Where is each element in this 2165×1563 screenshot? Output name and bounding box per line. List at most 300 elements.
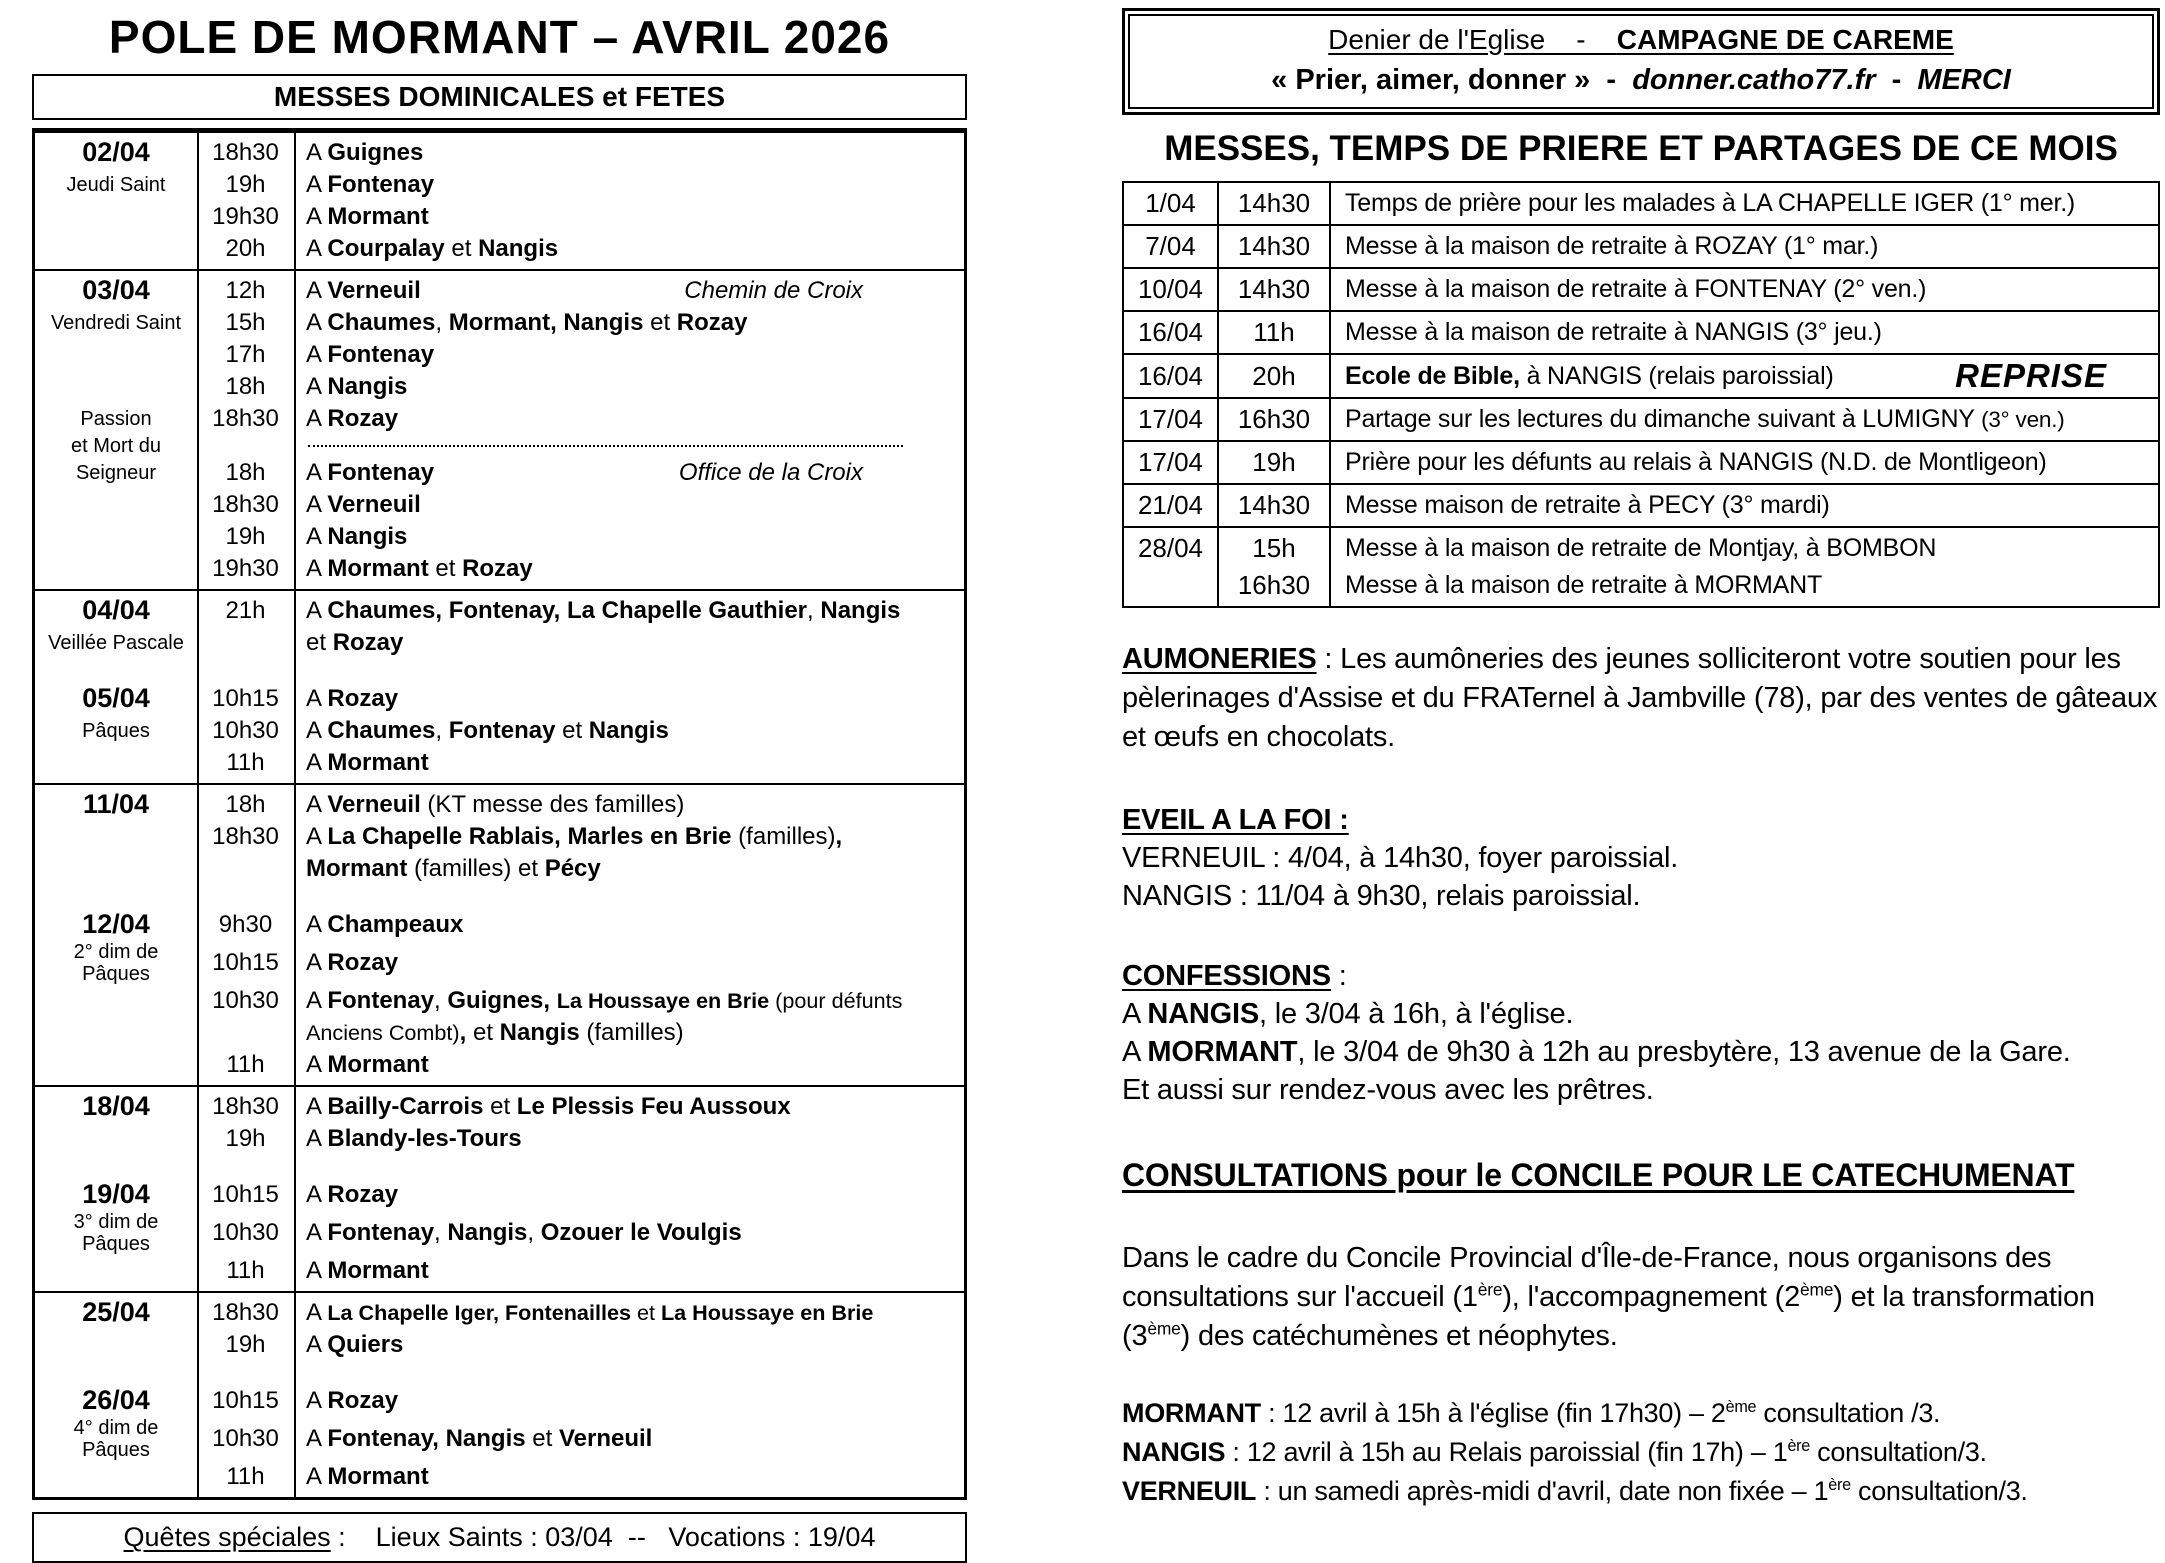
banner-line-2 — [1136, 64, 2146, 97]
location-cell — [294, 459, 964, 487]
time-cell: 18h30 — [212, 139, 279, 166]
location-cell — [294, 203, 964, 231]
text-segment: et — [630, 1300, 661, 1325]
description-cell — [1331, 485, 2158, 526]
text-segment: Chaumes, Fontenay, La Chapelle Gauthier — [327, 597, 808, 624]
column-divider — [197, 131, 199, 1497]
time-cell: 10h15 — [212, 685, 279, 712]
location-cell — [294, 445, 964, 447]
time-cell: 19h — [225, 1331, 266, 1358]
text-segment: A — [306, 235, 328, 262]
text-segment: A — [306, 749, 328, 776]
schedule-row — [35, 307, 964, 339]
time-line: 15h — [1252, 533, 1296, 563]
text-segment: Temps de prière pour les malades à LA CHAPELLE IGER (1° mer.) — [1345, 189, 2076, 217]
text-segment: Messe à la maison de retraite de Montjay, à BOMBON — [1345, 534, 1937, 562]
location-cell — [294, 1257, 964, 1285]
time-cell: 10h15 — [212, 1387, 279, 1414]
text-segment: Verneuil — [327, 277, 421, 304]
text-segment: Messe à la maison de retraite à NANGIS (3° jeu.) — [1345, 318, 1882, 346]
date-group — [35, 783, 964, 1085]
schedule-row — [35, 1211, 964, 1255]
text-segment: A — [306, 791, 328, 818]
description-cell — [1331, 312, 2158, 353]
paragraph — [1122, 640, 2165, 757]
date-cell: 02/04 — [82, 137, 150, 168]
text-segment: La Chapelle Rablais, Marles en Brie — [327, 823, 732, 850]
event-row — [1124, 526, 2158, 606]
time-cell: 11h — [226, 1463, 265, 1490]
text-segment: et — [444, 235, 479, 262]
schedule-row — [35, 715, 964, 747]
date-group — [35, 1085, 964, 1291]
date-cell: 1/04 — [1124, 183, 1219, 224]
text-segment: (3° ven.) — [1981, 406, 2065, 432]
text-segment: et — [483, 1093, 517, 1120]
text-segment: (familles) et — [407, 855, 545, 882]
text-segment: ) des catéchumènes et néophytes. — [1180, 1320, 1618, 1352]
text-line — [1122, 957, 2158, 995]
text-segment: ème — [1725, 1398, 1757, 1416]
text-segment: Nangis — [447, 1219, 528, 1246]
time-cell: 10h30 — [212, 1219, 279, 1246]
text-segment: ère — [1828, 1476, 1851, 1494]
text-segment: Rozay — [327, 949, 399, 976]
text-line — [1122, 877, 2158, 915]
text-segment: A — [306, 911, 328, 938]
time-cell — [1219, 355, 1331, 397]
time-cell — [1219, 226, 1331, 267]
date-cell: 10/04 — [1124, 269, 1219, 310]
event-row — [1124, 224, 2158, 267]
schedule-row — [35, 233, 964, 265]
text-segment: - — [1875, 64, 1918, 96]
text-segment: MORMANT — [1147, 1036, 1298, 1068]
time-cell — [1219, 183, 1331, 224]
time-cell — [1219, 528, 1331, 606]
date-cell: 3° dim de Pâques — [73, 1211, 159, 1255]
text-segment: Verneuil — [327, 791, 421, 818]
text-segment: Chaumes — [327, 717, 436, 744]
location-cell — [294, 749, 964, 777]
time-cell: 19h30 — [212, 203, 279, 230]
date-cell: 16/04 — [1124, 355, 1219, 397]
service-note: Chemin de Croix — [684, 277, 863, 304]
description-line — [1345, 185, 2152, 222]
text-segment: (pour défunts — [769, 988, 903, 1013]
time-cell: 10h15 — [212, 1181, 279, 1208]
text-segment: La Houssaye en Brie — [660, 1300, 874, 1325]
date-cell: 05/04 — [82, 683, 150, 714]
campaign-banner — [1122, 8, 2160, 115]
text-line — [1122, 1071, 2158, 1109]
text-segment: ère — [1787, 1437, 1810, 1455]
time-cell — [1219, 442, 1331, 483]
time-cell: 19h — [225, 523, 266, 550]
schedule-row — [35, 489, 964, 521]
text-segment: Fontenay — [448, 717, 556, 744]
text-segment: A — [306, 1463, 328, 1490]
text-segment: A — [306, 1299, 328, 1326]
location-cell — [294, 1425, 964, 1453]
text-segment: Guignes — [327, 139, 424, 166]
text-segment: A — [306, 1093, 328, 1120]
text-segment: Dans le cadre du Concile Provincial d'Île-de-France, nous organisons des consultations sur l'accueil (1 — [1122, 1242, 2060, 1313]
text-segment: ème — [1147, 1318, 1181, 1339]
consultations-dates — [1122, 1394, 2158, 1511]
description-cell — [1331, 355, 2158, 397]
text-segment: Nangis — [499, 1019, 580, 1046]
text-segment: A — [306, 523, 328, 550]
text-segment: consultation /3. — [1756, 1398, 1941, 1428]
text-segment: A — [306, 373, 328, 400]
schedule-row — [35, 521, 964, 553]
time-cell: 18h30 — [212, 491, 279, 518]
location-cell — [294, 139, 964, 167]
location-cell — [294, 987, 964, 1015]
event-row — [1124, 267, 2158, 310]
location-cell — [294, 1125, 964, 1153]
date-cell: 26/04 — [82, 1385, 150, 1416]
paragraph — [1122, 1239, 2158, 1356]
time-line: 14h30 — [1237, 490, 1311, 520]
location-cell — [294, 171, 964, 199]
text-segment: Ecole de Bible, — [1345, 361, 1520, 390]
text-segment: Quiers — [327, 1331, 404, 1358]
time-line: 14h30 — [1237, 188, 1311, 218]
location-cell — [294, 523, 964, 551]
location-cell — [294, 1181, 964, 1209]
text-segment: NANGIS — [1147, 998, 1259, 1030]
date-cell: 25/04 — [82, 1297, 150, 1328]
text-segment: A — [306, 405, 328, 432]
text-segment: Partage sur les lectures du dimanche suivant à LUMIGNY — [1345, 405, 1982, 433]
schedule-row — [35, 1017, 964, 1049]
text-segment: ère — [1477, 1279, 1503, 1300]
date-cell: 21/04 — [1124, 485, 1219, 526]
text-segment: Mormant — [327, 749, 429, 776]
time-cell: 18h — [225, 459, 266, 486]
text-segment: A — [306, 1051, 328, 1078]
schedule-row — [35, 747, 964, 779]
event-row — [1124, 353, 2158, 397]
text-segment: Nangis — [327, 373, 408, 400]
text-segment: CONFESSIONS — [1122, 960, 1331, 992]
schedule-row — [35, 789, 964, 821]
text-segment: La Chapelle Iger, Fontenailles — [327, 1300, 631, 1325]
time-cell — [1219, 312, 1331, 353]
time-line: 16h30 — [1237, 404, 1311, 434]
location-cell — [294, 235, 964, 263]
text-segment: et — [306, 629, 333, 656]
text-segment: A — [1122, 998, 1148, 1030]
text-segment: Rozay — [327, 1181, 399, 1208]
location-cell — [294, 791, 964, 819]
service-note: Office de la Croix — [678, 459, 863, 486]
time-cell: 19h30 — [212, 555, 279, 582]
text-segment: Anciens Combt) — [306, 1020, 460, 1045]
time-cell — [1219, 485, 1331, 526]
right-sections — [1122, 640, 2165, 1511]
text-segment: à NANGIS (relais paroissial) — [1519, 361, 1834, 390]
date-cell: Seigneur — [75, 462, 157, 484]
text-segment: Rozay — [676, 309, 748, 336]
text-segment: (KT messe des familles) — [420, 791, 685, 818]
spacer-row — [35, 1361, 964, 1385]
time-line: 16h30 — [1237, 570, 1311, 600]
text-segment: Messe maison de retraite à PECY (3° mardi) — [1345, 491, 1830, 519]
text-segment: A — [306, 1219, 328, 1246]
spacer-row — [35, 885, 964, 909]
location-cell — [294, 1387, 964, 1415]
text-segment — [550, 987, 557, 1015]
description-line — [1345, 314, 2152, 351]
text-segment: Quêtes spéciales — [123, 1522, 331, 1552]
text-segment: Denier de l'Eglise - — [1328, 24, 1617, 55]
text-line — [1122, 801, 2158, 839]
text-segment: (familles) — [731, 823, 836, 850]
time-cell: 20h — [225, 235, 266, 262]
location-cell — [294, 685, 964, 713]
text-segment: , — [434, 987, 448, 1014]
time-cell: 10h30 — [212, 1425, 279, 1452]
left-table-header: MESSES DOMINICALES et FETES — [32, 74, 967, 120]
time-cell: 11h — [226, 1257, 265, 1284]
time-cell: 10h30 — [212, 987, 279, 1014]
text-segment: A — [306, 1181, 328, 1208]
text-segment: , le 3/04 de 9h30 à 12h au presbytère, 13 avenue de la Gare. — [1297, 1036, 2071, 1068]
text-segment: : un samedi après-midi d'avril, date non fixée – 1 — [1256, 1476, 1829, 1506]
text-segment: « Prier, aimer, donner » - — [1271, 64, 1633, 96]
text-segment: A — [306, 555, 328, 582]
date-cell: 16/04 — [1124, 312, 1219, 353]
text-segment: et — [555, 717, 589, 744]
event-row — [1124, 440, 2158, 483]
schedule-row — [35, 457, 964, 489]
description-line — [1345, 401, 2152, 438]
schedule-row — [35, 1461, 964, 1493]
text-segment: Fontenay — [327, 987, 435, 1014]
text-segment: Mormant, Nangis — [448, 309, 644, 336]
text-segment: ème — [1800, 1279, 1834, 1300]
text-segment: , — [807, 597, 821, 624]
schedule-row — [35, 627, 964, 659]
text-segment: consultation/3. — [1850, 1476, 2028, 1506]
monthly-events-heading: MESSES, TEMPS DE PRIERE ET PARTAGES DE CE MOIS — [1164, 129, 2118, 168]
time-line: 14h30 — [1237, 274, 1311, 304]
schedule-row — [35, 683, 964, 715]
schedule-row — [35, 1417, 964, 1461]
time-line: 14h30 — [1237, 231, 1311, 261]
text-segment: CONSULTATIONS pour le CONCILE POUR LE CATECHUMENAT — [1122, 1157, 2075, 1193]
schedule-row — [35, 371, 964, 403]
schedule-row — [35, 985, 964, 1017]
text-segment: Prière pour les défunts au relais à NANGIS (N.D. de Montligeon) — [1345, 448, 2047, 476]
text-segment: Champeaux — [327, 911, 464, 938]
text-segment: A — [306, 459, 328, 486]
event-row — [1124, 310, 2158, 353]
reprise-note: REPRISE — [1955, 357, 2107, 394]
dotted-divider — [308, 445, 903, 447]
description-cell — [1331, 183, 2158, 224]
time-cell: 21h — [225, 597, 266, 624]
text-segment: EVEIL A LA FOI : — [1122, 804, 1349, 836]
text-segment: Blandy-les-Tours — [327, 1125, 522, 1152]
time-cell — [1219, 399, 1331, 440]
time-cell: 18h — [225, 791, 266, 818]
schedule-row — [35, 1385, 964, 1417]
date-cell: Veillée Pascale — [48, 632, 184, 654]
eveil-section — [1122, 801, 2158, 915]
location-cell — [294, 1331, 964, 1359]
location-cell — [294, 1463, 964, 1491]
location-cell — [294, 373, 964, 401]
schedule-row — [35, 909, 964, 941]
schedule-row — [35, 137, 964, 169]
date-cell: 03/04 — [82, 275, 150, 306]
text-segment: Et aussi sur rendez-vous avec les prêtres. — [1122, 1074, 1654, 1106]
schedule-row — [35, 1179, 964, 1211]
text-segment: VERNEUIL : 4/04, à 14h30, foyer paroissial. — [1122, 842, 1679, 874]
text-segment: Messe à la maison de retraite à FONTENAY (2° ven.) — [1345, 275, 1927, 303]
text-segment: ) et la transformation (3 — [1122, 1281, 2103, 1352]
text-segment: , — [434, 1219, 448, 1246]
schedule-row — [35, 941, 964, 985]
text-segment: Ozouer le Voulgis — [540, 1219, 742, 1246]
location-cell — [294, 823, 964, 851]
time-cell: 11h — [226, 1051, 265, 1078]
description-line — [1345, 487, 2152, 524]
consultations-intro — [1122, 1239, 2158, 1356]
schedule-row — [35, 1123, 964, 1155]
schedule-row — [35, 403, 964, 435]
time-cell: 10h15 — [212, 949, 279, 976]
text-segment: , le 3/04 à 16h, à l'église. — [1259, 998, 1574, 1030]
text-segment: , — [835, 823, 843, 850]
text-segment: Guignes, — [447, 987, 551, 1014]
location-cell — [294, 1051, 964, 1079]
description-line — [1345, 357, 2152, 395]
banner-line-1 — [1136, 24, 2146, 56]
description-line — [1345, 530, 2152, 567]
location-cell — [294, 1299, 964, 1327]
text-segment: Fontenay — [327, 1219, 435, 1246]
date-group — [35, 1291, 964, 1497]
text-segment: Chaumes — [327, 309, 436, 336]
schedule-row — [35, 1297, 964, 1329]
text-segment: AUMONERIES — [1122, 643, 1317, 675]
location-cell — [294, 405, 964, 433]
time-line: 20h — [1252, 360, 1296, 391]
date-group — [35, 269, 964, 589]
location-cell — [294, 1093, 964, 1121]
text-segment: Mormant — [327, 203, 429, 230]
date-cell: Vendredi Saint — [50, 312, 182, 334]
date-cell: 04/04 — [82, 595, 150, 626]
aumoneries-section — [1122, 640, 2165, 757]
event-row — [1124, 183, 2158, 224]
text-segment: Messe à la maison de retraite à MORMANT — [1345, 571, 1823, 599]
text-segment: Verneuil — [558, 1425, 653, 1452]
time-cell: 17h — [225, 341, 266, 368]
text-line — [1122, 995, 2158, 1033]
text-segment: ), l'accompagnement (2 — [1502, 1281, 1801, 1313]
text-segment: Pécy — [544, 855, 601, 882]
schedule-row — [35, 169, 964, 201]
description-cell — [1331, 442, 2158, 483]
text-segment: CAMPAGNE DE CAREME — [1616, 24, 1954, 55]
text-segment: Rozay — [327, 405, 399, 432]
description-line — [1345, 444, 2152, 481]
text-segment: A — [306, 597, 328, 624]
text-segment: A — [306, 685, 328, 712]
time-cell: 18h30 — [212, 1093, 279, 1120]
event-row — [1124, 397, 2158, 440]
text-segment: Fontenay — [327, 171, 435, 198]
consultations-heading — [1122, 1155, 2158, 1195]
location-cell — [294, 629, 964, 657]
text-line — [1122, 1155, 2158, 1195]
date-cell: 11/04 — [82, 789, 150, 820]
text-segment: Rozay — [462, 555, 533, 582]
location-cell — [294, 855, 964, 883]
text-segment: Courpalay — [327, 235, 445, 262]
date-cell: Passion — [80, 408, 152, 430]
description-cell — [1331, 269, 2158, 310]
text-segment: Verneuil — [327, 491, 421, 518]
date-cell: Pâques — [82, 720, 150, 742]
location-cell — [294, 1219, 964, 1247]
events-table — [1122, 181, 2160, 608]
description-line — [1345, 228, 2152, 265]
date-cell: 2° dim de Pâques — [73, 941, 159, 985]
description-cell — [1331, 528, 2158, 606]
schedule-row — [35, 1329, 964, 1361]
time-cell: 18h30 — [212, 823, 279, 850]
text-segment: , — [459, 1019, 473, 1046]
text-segment: A — [306, 139, 328, 166]
text-segment: A — [1122, 1036, 1148, 1068]
text-segment: et — [525, 1425, 559, 1452]
campaign-banner-inner — [1128, 14, 2154, 109]
text-segment: Nangis — [820, 597, 901, 624]
date-cell: 17/04 — [1124, 399, 1219, 440]
text-segment: MERCI — [1917, 64, 2011, 96]
time-cell: 12h — [225, 277, 266, 304]
text-segment: NANGIS : 11/04 à 9h30, relais paroissial. — [1122, 880, 1641, 912]
schedule-row — [35, 1091, 964, 1123]
text-segment: : 12 avril à 15h au Relais paroissial (fin 17h) – 1 — [1225, 1437, 1788, 1467]
text-segment: A — [306, 309, 328, 336]
text-segment: Nangis — [588, 717, 669, 744]
page-title: POLE DE MORMANT – AVRIL 2026 — [108, 11, 891, 63]
text-segment: Fontenay, Nangis — [327, 1425, 526, 1452]
left-column — [32, 4, 967, 1563]
schedule-row — [35, 821, 964, 853]
text-segment: Fontenay — [327, 459, 435, 486]
time-cell: 11h — [226, 749, 265, 776]
text-segment: A — [306, 823, 328, 850]
text-segment: consultation/3. — [1809, 1437, 1987, 1467]
text-segment: A — [306, 277, 328, 304]
time-line: 19h — [1252, 447, 1296, 477]
confessions-section — [1122, 957, 2158, 1109]
schedule-row — [35, 1255, 964, 1287]
schedule-row — [35, 595, 964, 627]
text-segment: A — [306, 949, 328, 976]
text-segment: Rozay — [327, 685, 399, 712]
location-cell — [294, 555, 964, 583]
